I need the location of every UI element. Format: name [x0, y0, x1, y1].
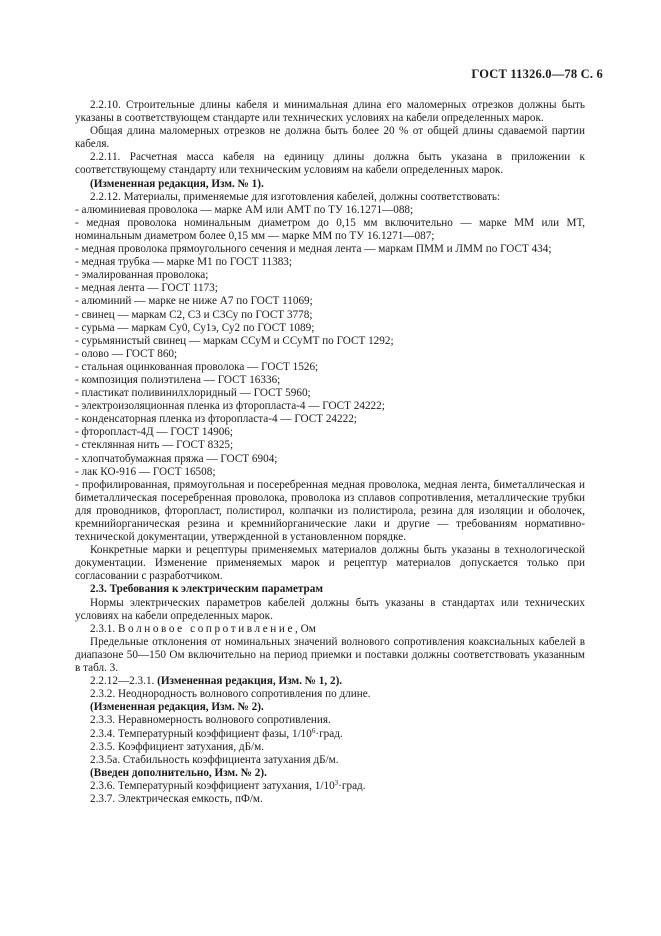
paragraph-2-2-11: 2.2.11. Расчетная масса кабеля на единицу длины должна быть указана в приложении к соответствующему стандарту или техническим условиям на кабели определенных марок. — [75, 151, 585, 177]
paragraph-impedance-tolerance: Предельные отклонения от номинальных значений волнового сопротивления коаксиальных кабелей в диапазоне 50—150 Ом включительно на период приемки и поставки должны соответствовать указанным в табл. 3. — [75, 635, 585, 675]
amendment-note: (Измененная редакция, Изм. № 1). — [90, 177, 264, 190]
paragraph-2-3-5: 2.3.5. Коэффициент затухания, дБ/м. — [90, 740, 265, 753]
material-list-item: - пластикат поливинилхлоридный — ГОСТ 5960; — [75, 387, 311, 400]
paragraph-2-3-7: 2.3.7. Электрическая емкость, пФ/м. — [90, 792, 263, 805]
paragraph-electrical-norms: Нормы электрических параметров кабелей должны быть указаны в стандартах или технических условиях на кабели определенных марок. — [75, 596, 585, 622]
paragraph-2-3-4 — [75, 728, 585, 741]
material-list-item: - алюминиевая проволока — марке АМ или АМТ по ТУ 16.1271—088; — [75, 203, 414, 216]
superscript: 6 — [311, 726, 316, 735]
material-list-item: - эмалированная проволока; — [75, 269, 209, 282]
clause-title: Волновое сопротивление — [117, 622, 296, 635]
material-list-item: - конденсаторная пленка из фторопласта-4 — ГОСТ 24222; — [75, 413, 357, 426]
paragraph-2-3-1 — [75, 623, 585, 636]
paragraph-materials-grades: Конкретные марки и рецептуры применяемых материалов должны быть указаны в технологической документации. Изменение применяемых марок и рецептур материалов допускается только при согласовании с разработчиком. — [75, 544, 585, 583]
material-list-item: - композиция полиэтилена — ГОСТ 16336; — [75, 373, 281, 386]
material-list-item: - профилированная, прямоугольная и посеребренная медная проволока, медная лента, биметаллическая и биметаллическая посеребренная проволока, проволока из сплавов сопротивления, металлические трубки для проводников, фторопласт, полистирол, колпачки из полистирола, резина для изоляции и оболочек, кремнийорганическая резина и кремнийорганические лаки и другие — требованиям нормативно-технической документации, утвержденной в установленном порядке. — [75, 478, 585, 544]
clause-unit: ·град. — [315, 727, 343, 740]
material-list-item: - медная проволока номинальным диаметром до 0,15 мм включительно — марке ММ или МТ, номинальным диаметром более 0,15 мм — марке ММ по ТУ 16.1271—087; — [75, 216, 585, 242]
material-list-item: - медная проволока прямоугольного сечения и медная лента — маркам ПММ и ЛММ по ГОСТ 434; — [75, 243, 552, 256]
superscript: 3 — [334, 778, 339, 787]
amendment-note: (Измененная редакция, Изм. № 1, 2). — [157, 675, 343, 688]
material-list-item: - электроизоляционная пленка из фторопласта-4 — ГОСТ 24222; — [75, 400, 385, 413]
material-list-item: - свинец — маркам С2, С3 и С3Су по ГОСТ 3778; — [75, 308, 313, 321]
amendment-note: (Измененная редакция, Изм. № 2). — [90, 701, 264, 714]
clause-range: 2.2.12—2.3.1. — [90, 675, 158, 688]
paragraph-amendment-range — [75, 675, 585, 688]
amendment-note: (Введен дополнительно, Изм. № 2). — [90, 766, 267, 779]
material-list-item: - олово — ГОСТ 860; — [75, 347, 178, 360]
material-list-item: - алюминий — марке не ниже А7 по ГОСТ 11069; — [75, 295, 313, 308]
paragraph-2-3-6 — [75, 780, 585, 793]
clause-text: 2.3.6. Температурный коэффициент затухания, 1/10 — [90, 779, 335, 792]
document-body — [75, 99, 585, 806]
paragraph-total-length: Общая длина маломерных отрезков не должна быть более 20 % от общей длины сдаваемой партии кабеля. — [75, 125, 585, 151]
material-list-item: - сурьма — маркам Су0, Су1э, Су2 по ГОСТ 1089; — [75, 321, 315, 334]
paragraph-2-2-12: 2.2.12. Материалы, применяемые для изготовления кабелей, должны соответствовать: — [90, 190, 501, 203]
material-list-item: - фторопласт-4Д — ГОСТ 14906; — [75, 426, 233, 439]
material-list-item: - медная трубка — марке М1 по ГОСТ 11383; — [75, 256, 292, 269]
clause-unit: ·град. — [338, 779, 366, 792]
page-header: ГОСТ 11326.0—78 С. 6 — [471, 67, 603, 81]
paragraph-2-3-3: 2.3.3. Неравномерность волнового сопротивления. — [90, 714, 331, 727]
material-list-item: - лак КО-916 — ГОСТ 16508; — [75, 465, 216, 478]
paragraph-2-3-2: 2.3.2. Неоднородность волнового сопротивления по длине. — [90, 688, 371, 701]
clause-unit: , Ом — [295, 622, 316, 635]
material-list-item: - медная лента — ГОСТ 1173; — [75, 282, 218, 295]
material-list-item: - сурьмянистый свинец — маркам ССуМ и ССуМТ по ГОСТ 1292; — [75, 334, 394, 347]
material-list-item: - стальная оцинкованная проволока — ГОСТ 1526; — [75, 360, 319, 373]
material-list-item: - хлопчатобумажная пряжа — ГОСТ 6904; — [75, 452, 278, 465]
material-list-item: - стеклянная нить — ГОСТ 8325; — [75, 439, 234, 452]
clause-text: 2.3.4. Температурный коэффициент фазы, 1/10 — [90, 727, 312, 740]
section-heading-2-3: 2.3. Требования к электрическим параметрам — [90, 583, 323, 596]
clause-number: 2.3.1. — [90, 622, 118, 635]
paragraph-2-3-5a: 2.3.5а. Стабильность коэффициента затухания дБ/м. — [90, 753, 339, 766]
paragraph-2-2-10: 2.2.10. Строительные длины кабеля и минимальная длина его маломерных отрезков должны быть указаны в соответствующем стандарте или технических условиях на кабели определенных марок. — [75, 99, 585, 125]
